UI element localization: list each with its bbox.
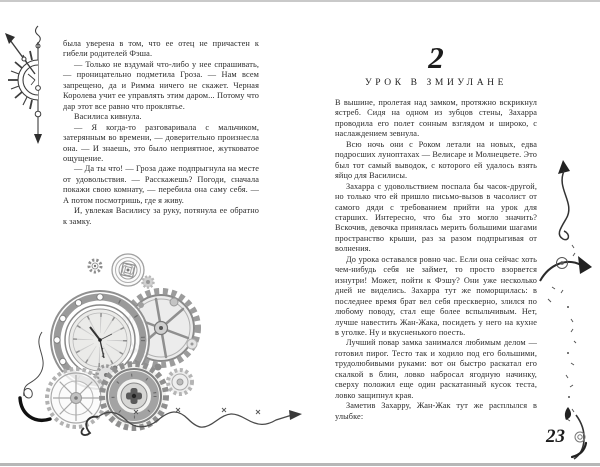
chapter-header xyxy=(335,42,537,88)
paragraph: — Да ты что! — Гроза даже подпрыгнула на месте от удовольствия. — Расскажешь? Погоди, сначала покажи свою комнату, — перебила она саму себя. — А потом посмотришь, где я живу. xyxy=(63,164,259,205)
paragraph: И, увлекая Василису за руку, потянула ее обратно к замку. xyxy=(63,206,259,226)
paragraph: была уверена в том, что ее отец не причастен к гибели родителей Фэша. xyxy=(63,39,259,59)
ink-swirl-flourish xyxy=(10,330,58,432)
paragraph: До урока оставался ровно час. Если она сейчас хоть чем-нибудь себя не займет, то просто взорвется изнутри! Может, пойти к Фэшу? Они уже несколько дней не виделись. Захарра тут же поморщилась: в последнее время брат вел себя прескверно, злился по любому поводу, стал еще более вспыльчивым. Нет, лучше навестить Жан-Жака, посидеть у него на кухне в уголке. Ну и вкусненького поесть. xyxy=(335,254,537,337)
chapter-title: УРОК В ЗМИУЛАНЕ xyxy=(364,78,508,88)
paragraph: — Я когда-то разговаривала с мальчиком, затерянным во времени, — доверительно произнесла она. — И знаешь, это было неприятное, жутковатое ощущение. xyxy=(63,122,259,163)
left-page-text xyxy=(63,39,259,227)
margin-arrows-sparks-ornament xyxy=(538,157,596,467)
paragraph: Заметив Захарру, Жан-Жак тут же расплылся в улыбке: xyxy=(335,401,537,421)
sun-clock-arrow-ornament-icon xyxy=(2,22,52,150)
paragraph: Василиса кивнула. xyxy=(74,112,142,122)
wavy-arrow-flourish xyxy=(76,406,306,438)
chapter-number: 2 xyxy=(428,40,444,75)
page-number: 23 xyxy=(546,426,565,447)
paragraph: — Только не вздумай что-либо у нее спрашивать, — проницательно подметила Гроза. — Нам всем запрещено, да и Римма ничего не скажет. Черная Королева учит ее управлять этим даром... Потому что дар этот все равно что проклятье. xyxy=(63,59,259,111)
paragraph: Захарра с удовольствием поспала бы часок-другой, но только что ей пришло письмо-вызов в часолист от самого дяди с требованием прийти на урок для старших. Интересно, что бы это могло значить? Вскочив, девочка принялась мерить большими шагами пространство крыши, раз за разом подпрыгивая от волнения. xyxy=(335,181,537,254)
paragraph: В вышине, пролетая над замком, протяжно вскрикнул ястреб. Сидя на одном из зубцов стены, Захарра проводила его полет сонным взглядом и широко, с наслаждением зевнула. xyxy=(335,98,537,139)
paragraph: Лучший повар замка занимался любимым делом — готовил пирог. Тесто так и ходило под его большими, трудолюбивыми руками: вот он быстро раскатал его скалкой в блин, ловко набросал ягодную начинку, сверху положил еще один раскатанный кусок теста, ловко защипнул края. xyxy=(335,338,537,400)
paragraph: Всю ночь они с Роком летали на новых, едва подросших луноптахах — Велисаре и Молнецвете. Это был тот самый выводок, с которого ей удалось взять яйцо для Василисы. xyxy=(335,139,537,181)
right-page-text xyxy=(335,98,537,422)
